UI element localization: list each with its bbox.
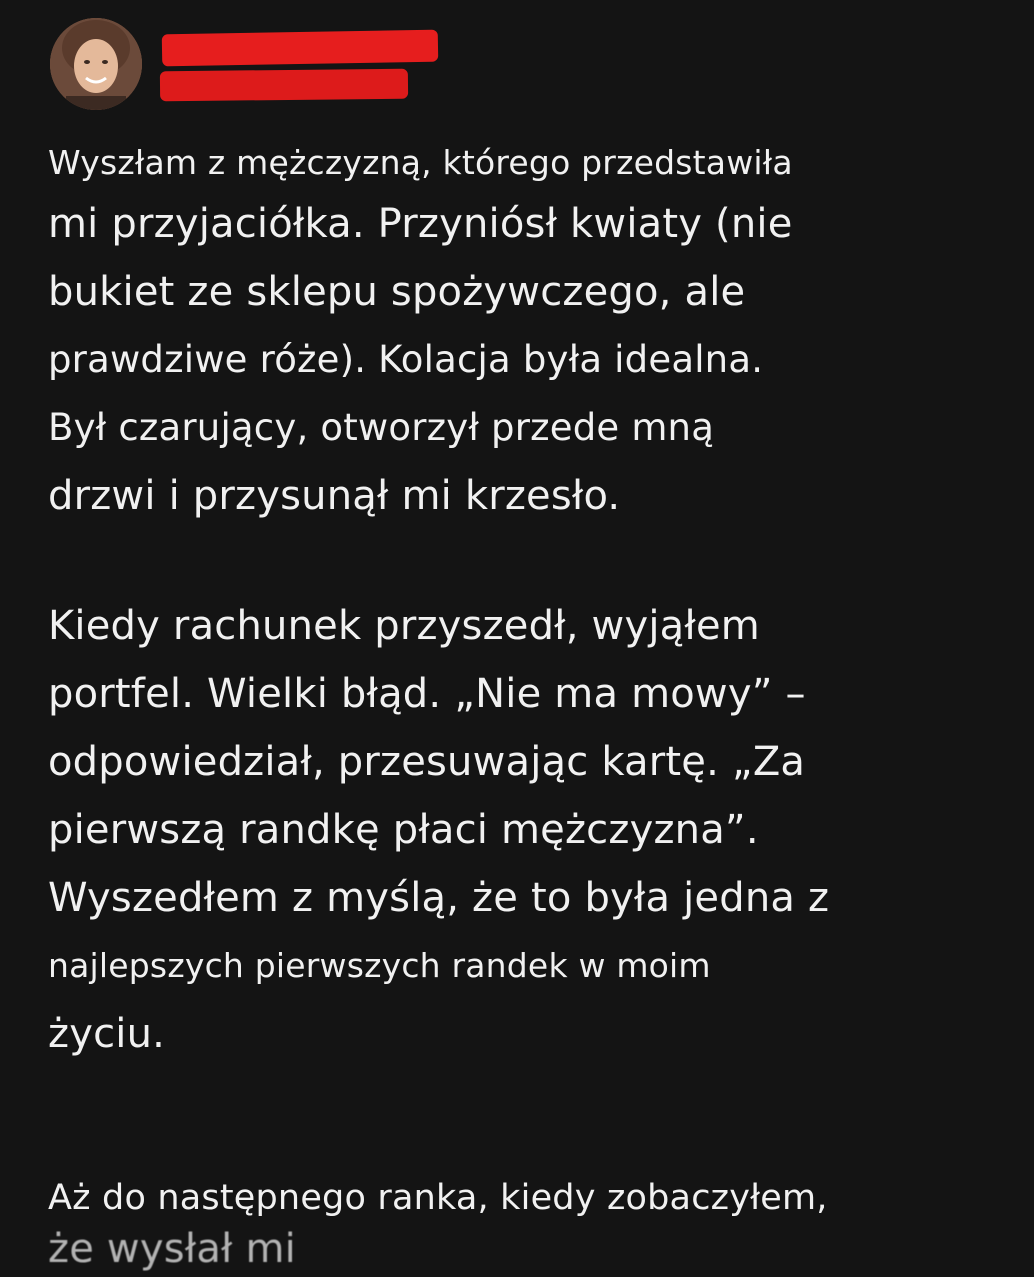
paragraph-2 (48, 592, 948, 1068)
redacted-username (162, 30, 439, 67)
text-line: życiu. (48, 1011, 166, 1057)
text-line: Wyszedłem z myślą, że to była jedna z (48, 875, 830, 921)
post-header (50, 18, 450, 110)
text-line: Był czarujący, otworzył przede mną (48, 406, 715, 449)
text-line: Wyszłam z mężczyzną, którego przedstawiła (48, 143, 793, 182)
redacted-handle (160, 69, 408, 102)
text-line: portfel. Wielki błąd. „Nie ma mowy” – (48, 671, 806, 717)
avatar[interactable] (50, 18, 142, 110)
text-line: Kiedy rachunek przyszedł, wyjąłem (48, 603, 760, 649)
text-line: pierwszą randkę płaci mężczyzna”. (48, 807, 759, 853)
paragraph-1 (48, 140, 948, 530)
paragraph-3 (48, 1172, 948, 1274)
text-line: bukiet ze sklepu spożywczego, ale (48, 269, 746, 315)
text-line: mi przyjaciółka. Przyniósł kwiaty (nie (48, 201, 793, 247)
text-line-cut-off: że wysłał mi (48, 1226, 296, 1272)
paragraph-gap (48, 530, 948, 592)
text-line: prawdziwe róże). Kolacja była idealna. (48, 338, 764, 381)
text-line: odpowiedział, przesuwając kartę. „Za (48, 739, 806, 785)
text-line: drzwi i przysunął mi krzesło. (48, 473, 621, 519)
post-body (48, 140, 948, 1068)
text-line: najlepszych pierwszych randek w moim (48, 946, 711, 985)
text-line: Aż do następnego ranka, kiedy zobaczyłem, (48, 1178, 828, 1218)
avatar-photo-icon (50, 18, 142, 110)
